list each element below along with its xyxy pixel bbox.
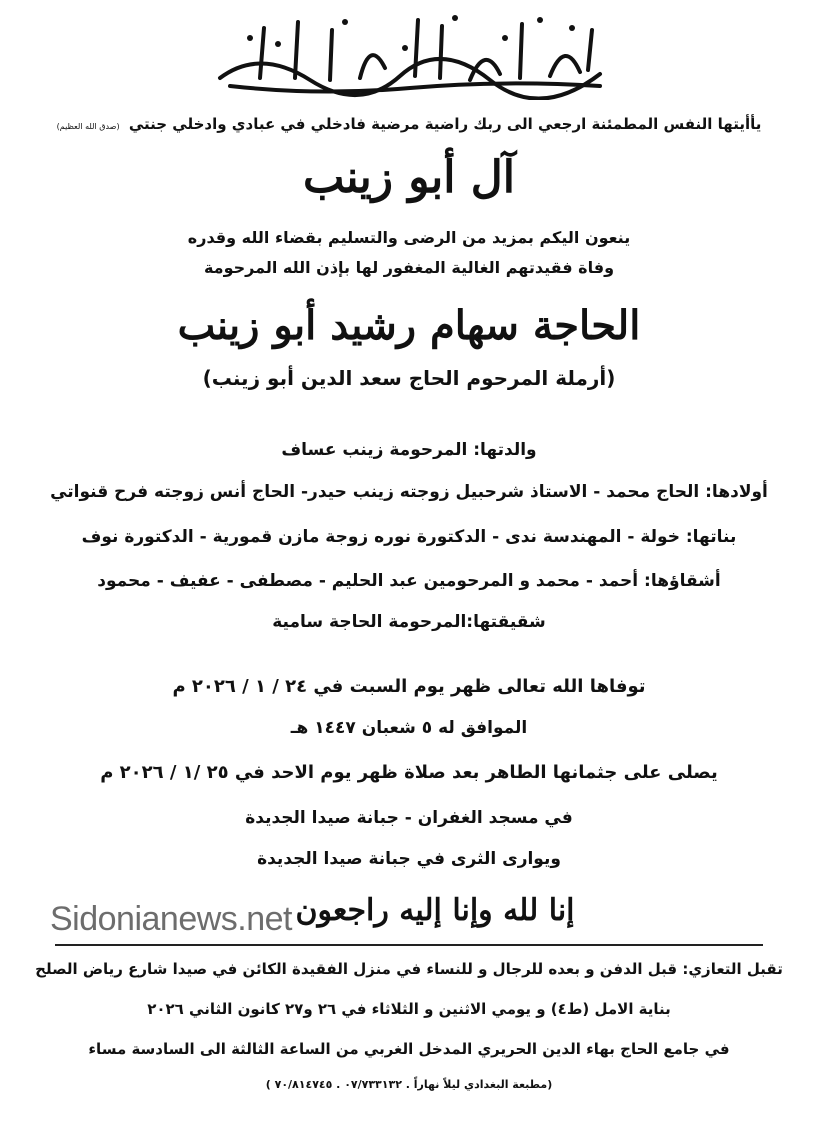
funeral-prayer-line: يصلى على جثمانها الطاهر بعد صلاة ظهر يوم الاحد في ٢٥ /١ / ٢٠٢٦ م (100, 762, 718, 783)
site-watermark: Sidonianews.net (50, 900, 293, 938)
condolences-line-3: في جامع الحاج بهاء الدين الحريري المدخل الغربي من الساعة الثالثة الى السادسة مساء (88, 1040, 730, 1058)
hijri-date-line: الموافق له ٥ شعبان ١٤٤٧ هـ (290, 718, 528, 738)
quran-verse (20, 115, 798, 133)
sister-line: شقيقتها:المرحومة الحاجة سامية (272, 612, 546, 632)
death-date-line: توفاها الله تعالى ظهر يوم السبت في ٢٤ / ١ / ٢٠٢٦ م (172, 676, 646, 697)
condolences-line-1: تقبل التعازي: قبل الدفن و بعده للرجال و للنساء في منزل الفقيدة الكائن في صيدا شارع رياض الصلح (35, 960, 783, 978)
mother-line: والدتها: المرحومة زينب عساف (281, 440, 537, 460)
printer-credit: (مطبعة البغدادي ليلاً نهاراً . ٠٧/٧٣٣١٣٢ . ٧٠/٨١٤٧٤٥ ) (265, 1078, 553, 1091)
verse-note: (صدق الله العظيم) (56, 122, 120, 131)
intro-line-1: ينعون اليكم بمزيد من الرضى والتسليم بقضاء الله وقدره (187, 228, 631, 247)
divider (55, 944, 763, 946)
mosque-line: في مسجد الغفران - جبانة صيدا الجديدة (245, 808, 573, 828)
intro-line-2: وفاة فقيدتهم الغالية المغفور لها بإذن الله المرحومة (203, 258, 615, 277)
condolences-line-2: بناية الامل (ط٤) و يومي الاثنين و الثلاثاء في ٢٦ و٢٧ كانون الثاني ٢٠٢٦ (147, 1000, 671, 1018)
daughters-line: بناتها: خولة - المهندسة ندى - الدكتورة نوره زوجة مازن قمورية - الدكتورة نوف (81, 527, 737, 547)
burial-line: ويوارى الثرى في جبانة صيدا الجديدة (257, 849, 561, 869)
closing-phrase: إنا لله وإنا إليه راجعون (295, 893, 575, 928)
widow-of: (أرملة المرحوم الحاج سعد الدين أبو زينب) (202, 366, 616, 390)
family-name: آل أبو زينب (302, 152, 515, 203)
calligraphy-header (200, 8, 620, 100)
verse-text: يأأيتها النفس المطمئنة ارجعي الى ربك راضية مرضية فادخلي في عبادي وادخلي جنتي (128, 115, 762, 133)
brothers-line: أشقاؤها: أحمد - محمد و المرحومين عبد الحليم - مصطفى - عفيف - محمود (97, 571, 721, 591)
deceased-name: الحاجة سهام رشيد أبو زينب (177, 302, 641, 349)
sons-line: أولادها: الحاج محمد - الاستاذ شرحبيل زوجته زينب حيدر- الحاج أنس زوجته فرح قنواتي (50, 482, 768, 502)
